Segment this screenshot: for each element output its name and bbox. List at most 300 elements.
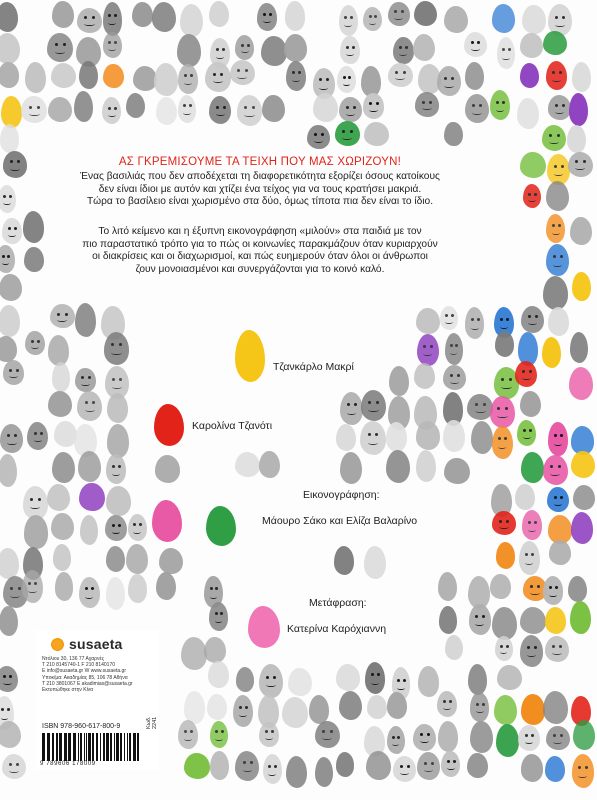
face-eye bbox=[560, 255, 563, 258]
fingerprint-face bbox=[444, 6, 468, 33]
fingerprint-face bbox=[0, 548, 19, 579]
fingerprint-face bbox=[469, 604, 491, 634]
fingerprint-face bbox=[236, 667, 254, 691]
publisher-address bbox=[42, 656, 152, 693]
face-eye bbox=[500, 645, 503, 648]
fingerprint-face bbox=[126, 544, 148, 574]
barcode-bar bbox=[116, 733, 119, 761]
face-eye bbox=[2, 255, 5, 258]
face-eye bbox=[455, 344, 458, 347]
fingerprint-face bbox=[438, 572, 458, 602]
fingerprint-face bbox=[210, 751, 229, 780]
fingerprint-face bbox=[177, 34, 201, 67]
face-mouth bbox=[472, 111, 482, 115]
face-mouth bbox=[523, 435, 531, 439]
face-mouth bbox=[450, 380, 459, 384]
face-eye bbox=[268, 765, 271, 768]
face-mouth bbox=[28, 589, 36, 593]
face-mouth bbox=[216, 112, 225, 116]
fingerprint-face bbox=[52, 452, 75, 484]
fingerprint-face bbox=[53, 544, 72, 571]
face-eye bbox=[3, 675, 6, 678]
face-mouth bbox=[552, 651, 562, 655]
face-mouth bbox=[314, 139, 323, 143]
fingerprint-face bbox=[546, 61, 567, 90]
fingerprint-face bbox=[47, 33, 73, 62]
face-eye bbox=[376, 102, 379, 105]
fingerprint-face bbox=[282, 697, 308, 728]
barcode-bar bbox=[127, 733, 128, 761]
face-eye bbox=[220, 73, 223, 76]
face-mouth bbox=[55, 50, 65, 54]
face-mouth bbox=[292, 78, 300, 82]
face-eye bbox=[319, 78, 322, 81]
face-mouth bbox=[244, 113, 254, 117]
face-eye bbox=[420, 733, 423, 736]
fingerprint-face bbox=[468, 664, 487, 695]
face-mouth bbox=[522, 376, 531, 380]
face-eye bbox=[502, 101, 505, 104]
face-mouth bbox=[553, 263, 562, 267]
fingerprint-face bbox=[518, 725, 540, 751]
face-mouth bbox=[497, 414, 507, 418]
barcode-bar bbox=[100, 733, 101, 761]
face-eye bbox=[266, 676, 269, 679]
face-eye bbox=[321, 133, 324, 136]
fingerprint-face bbox=[389, 366, 409, 396]
face-eye bbox=[222, 48, 225, 51]
face-mouth bbox=[1, 716, 8, 720]
fingerprint-face bbox=[570, 217, 592, 245]
face-eye bbox=[429, 101, 432, 104]
fingerprint-face bbox=[209, 602, 228, 630]
face-mouth bbox=[84, 22, 94, 26]
fingerprint-face bbox=[492, 426, 513, 459]
fingerprint-face bbox=[393, 756, 416, 782]
face-eye bbox=[216, 48, 219, 51]
face-eye bbox=[3, 195, 6, 198]
face-eye bbox=[529, 370, 532, 373]
fingerprint-face bbox=[386, 422, 407, 452]
fingerprint-face bbox=[209, 96, 231, 124]
blurb-line: οι διακρίσεις και οι διαχωρισμοί, και πώς ευημερούν όταν όλοι οι άνθρωποι bbox=[92, 251, 428, 263]
face-eye bbox=[344, 16, 347, 19]
face-eye bbox=[7, 434, 10, 437]
illustrators-names: Μάουρο Σάκο και Ελίζα Βαλαρίνο bbox=[262, 515, 418, 527]
face-eye bbox=[14, 227, 17, 230]
fingerprint-face bbox=[25, 62, 46, 93]
fingerprint-face bbox=[309, 695, 330, 724]
face-eye bbox=[501, 378, 504, 381]
fingerprint-face bbox=[543, 276, 568, 309]
fingerprint-face bbox=[443, 365, 466, 390]
face-mouth bbox=[368, 441, 378, 445]
face-mouth bbox=[184, 737, 192, 741]
face-mouth bbox=[399, 52, 407, 56]
face-eye bbox=[108, 107, 111, 110]
face-mouth bbox=[30, 505, 40, 509]
fingerprint-face bbox=[492, 511, 517, 535]
face-eye bbox=[353, 106, 356, 109]
face-eye bbox=[392, 736, 395, 739]
face-mouth bbox=[549, 593, 557, 597]
face-eye bbox=[269, 13, 272, 16]
fingerprint-face bbox=[571, 451, 595, 479]
fingerprint-face bbox=[437, 66, 460, 96]
fingerprint-face bbox=[363, 7, 382, 31]
face-mouth bbox=[210, 595, 217, 599]
face-mouth bbox=[85, 408, 95, 412]
blurb-line: Τώρα το βασίλειο είναι χωρισμένο στα δύο, όμως τίποτα πια δεν είναι το ίδιο. bbox=[86, 196, 434, 208]
fingerprint-face bbox=[106, 577, 126, 610]
fingerprint-face bbox=[393, 37, 414, 64]
fingerprint-face bbox=[315, 757, 333, 787]
face-eye bbox=[322, 730, 325, 733]
face-eye bbox=[184, 74, 187, 77]
face-eye bbox=[562, 104, 565, 107]
face-eye bbox=[213, 73, 216, 76]
face-eye bbox=[395, 71, 398, 74]
face-eye bbox=[451, 77, 454, 80]
face-mouth bbox=[322, 736, 332, 740]
face-eye bbox=[477, 41, 480, 44]
fingerprint-face bbox=[77, 391, 102, 421]
fingerprint-face bbox=[467, 753, 487, 778]
face-mouth bbox=[81, 382, 89, 386]
face-eye bbox=[16, 763, 19, 766]
face-eye bbox=[430, 345, 433, 348]
barcode-bar bbox=[59, 733, 62, 761]
face-eye bbox=[92, 401, 95, 404]
fingerprint-face bbox=[388, 63, 414, 87]
face-eye bbox=[400, 765, 403, 768]
address-line: T 210 3801067 E akadimias@susaeta.gr bbox=[42, 680, 133, 687]
fingerprint-face bbox=[257, 3, 278, 31]
fingerprint-face bbox=[230, 60, 255, 85]
fingerprint-face bbox=[107, 424, 129, 457]
face-eye bbox=[528, 193, 531, 196]
face-mouth bbox=[447, 766, 454, 770]
barcode-bar bbox=[73, 733, 76, 761]
face-eye bbox=[555, 586, 558, 589]
face-mouth bbox=[9, 374, 18, 378]
fingerprint-face bbox=[285, 1, 306, 31]
fingerprint-face bbox=[52, 1, 74, 27]
barcode-bar bbox=[137, 733, 139, 761]
face-mouth bbox=[216, 55, 224, 59]
fingerprint-face bbox=[51, 513, 73, 540]
face-eye bbox=[427, 733, 430, 736]
face-eye bbox=[114, 41, 117, 44]
fingerprint-face bbox=[0, 33, 20, 64]
fingerprint-face bbox=[545, 607, 566, 634]
address-line: T 210 8145740-1 F 210 8140170 bbox=[42, 662, 116, 669]
face-eye bbox=[558, 465, 561, 468]
fingerprint-face bbox=[548, 422, 567, 455]
fingerprint-face bbox=[233, 695, 253, 727]
face-eye bbox=[37, 106, 40, 109]
face-eye bbox=[40, 432, 43, 435]
face-mouth bbox=[500, 650, 507, 654]
face-eye bbox=[472, 104, 475, 107]
fingerprint-face bbox=[573, 720, 594, 750]
face-eye bbox=[444, 77, 447, 80]
barcode-bar bbox=[96, 733, 98, 761]
fingerprint-face bbox=[444, 458, 470, 484]
fingerprint-face bbox=[336, 424, 356, 451]
face-eye bbox=[237, 69, 240, 72]
fingerprint-face bbox=[0, 245, 15, 272]
fingerprint-face bbox=[80, 515, 98, 545]
face-eye bbox=[37, 340, 40, 343]
fingerprint-face bbox=[415, 92, 439, 116]
face-eye bbox=[537, 585, 540, 588]
fingerprint-face bbox=[47, 484, 70, 511]
fingerprint-face bbox=[515, 361, 537, 387]
face-eye bbox=[368, 433, 371, 436]
fingerprint-face bbox=[464, 32, 487, 57]
blurb-line: Ένας βασιλιάς που δεν αποδέχεται τη διαφορετικότητα εξορίζει όσους κατοίκους bbox=[80, 171, 440, 182]
fingerprint-face bbox=[152, 2, 176, 33]
fingerprint-face bbox=[0, 454, 17, 487]
fingerprint-face bbox=[22, 570, 43, 603]
fingerprint-face bbox=[490, 574, 511, 598]
face-eye bbox=[263, 13, 266, 16]
face-eye bbox=[38, 498, 41, 501]
fingerprint-face bbox=[568, 152, 593, 177]
face-eye bbox=[477, 318, 480, 321]
face-mouth bbox=[397, 686, 405, 690]
fingerprint-face bbox=[444, 122, 462, 146]
face-eye bbox=[450, 374, 453, 377]
address-line: Ντόλιου 30, 136 77 Αχαρνές bbox=[42, 656, 105, 662]
fingerprint-face bbox=[184, 691, 205, 723]
fingerprint-face bbox=[2, 218, 22, 245]
face-mouth bbox=[133, 530, 141, 534]
fingerprint-face bbox=[180, 4, 203, 38]
fingerprint-face bbox=[520, 152, 546, 178]
face-eye bbox=[525, 553, 528, 556]
fingerprint-face bbox=[307, 125, 330, 150]
fingerprint-face bbox=[235, 452, 260, 477]
fingerprint-face bbox=[204, 637, 225, 663]
face-mouth bbox=[347, 411, 356, 415]
fingerprint-face bbox=[75, 368, 95, 392]
face-eye bbox=[221, 730, 224, 733]
fingerprint-face bbox=[545, 636, 569, 662]
fingerprint-face bbox=[208, 661, 228, 688]
fingerprint-face bbox=[55, 572, 74, 600]
face-mouth bbox=[476, 709, 484, 713]
fingerprint-face bbox=[48, 391, 72, 417]
face-mouth bbox=[85, 595, 93, 599]
barcode-bar bbox=[47, 733, 50, 761]
face-eye bbox=[529, 429, 532, 432]
face-eye bbox=[247, 44, 250, 47]
face-eye bbox=[118, 524, 121, 527]
face-eye bbox=[108, 14, 111, 17]
fingerprint-face bbox=[521, 754, 544, 782]
barcode-bar bbox=[80, 733, 82, 761]
fingerprint-face bbox=[340, 452, 362, 484]
fingerprint-face bbox=[546, 244, 570, 276]
face-eye bbox=[535, 315, 538, 318]
face-mouth bbox=[450, 351, 457, 355]
fingerprint-face bbox=[416, 308, 440, 334]
face-mouth bbox=[31, 345, 39, 349]
face-mouth bbox=[266, 683, 276, 687]
face-mouth bbox=[575, 166, 585, 170]
blurb-paragraph-1 bbox=[60, 171, 460, 209]
face-eye bbox=[531, 553, 534, 556]
face-eye bbox=[534, 521, 537, 524]
face-eye bbox=[557, 134, 560, 137]
fingerprint-face bbox=[387, 726, 405, 754]
face-eye bbox=[244, 106, 247, 109]
face-eye bbox=[560, 434, 563, 437]
face-mouth bbox=[578, 774, 587, 778]
fingerprint-face bbox=[549, 540, 572, 565]
fingerprint-face bbox=[494, 695, 517, 725]
fingerprint-face bbox=[543, 455, 568, 486]
fingerprint-face bbox=[497, 665, 522, 691]
fingerprint-face bbox=[103, 64, 124, 88]
face-mouth bbox=[268, 772, 276, 776]
face-eye bbox=[374, 15, 377, 18]
fingerprint-face bbox=[441, 751, 460, 777]
face-mouth bbox=[528, 528, 536, 532]
fingerprint-face bbox=[159, 548, 183, 575]
face-mouth bbox=[444, 84, 453, 88]
fingerprint-face bbox=[181, 637, 207, 670]
face-mouth bbox=[3, 201, 10, 205]
headline: ΑΣ ΓΚΡΕΜΙΣΟΥΜΕ ΤΑ ΤΕΙΧΗ ΠΟΥ ΜΑΣ ΧΩΡΙΖΟΥΝ! bbox=[118, 156, 402, 168]
face-mouth bbox=[423, 352, 432, 356]
fingerprint-face bbox=[178, 95, 197, 123]
fingerprint-face bbox=[284, 34, 307, 61]
face-eye bbox=[403, 679, 406, 682]
fingerprint-face bbox=[24, 247, 43, 272]
face-eye bbox=[457, 374, 460, 377]
face-mouth bbox=[108, 113, 116, 117]
face-mouth bbox=[471, 47, 480, 51]
face-eye bbox=[554, 165, 557, 168]
fingerprint-face bbox=[0, 2, 18, 32]
fingerprint-face bbox=[48, 97, 72, 122]
fingerprint-face bbox=[205, 62, 231, 92]
face-eye bbox=[560, 734, 563, 737]
face-eye bbox=[245, 69, 248, 72]
fingerprint-face bbox=[340, 392, 363, 426]
face-eye bbox=[343, 76, 346, 79]
fingerprint-face bbox=[262, 95, 285, 122]
fingerprint-face bbox=[465, 307, 485, 339]
fingerprint-face bbox=[237, 95, 262, 125]
face-eye bbox=[453, 760, 456, 763]
face-mouth bbox=[215, 737, 222, 741]
fingerprint-face bbox=[364, 122, 389, 146]
face-mouth bbox=[346, 52, 354, 56]
face-mouth bbox=[400, 771, 409, 775]
fingerprint-face bbox=[155, 455, 180, 483]
blurb-line: πιο παραστατικό τρόπο για το πώς οι κοινωνίες παρακμάζουν όταν κυριαρχούν bbox=[82, 238, 438, 250]
face-mouth bbox=[527, 653, 536, 657]
fingerprint-face bbox=[360, 421, 386, 455]
face-eye bbox=[330, 730, 333, 733]
face-mouth bbox=[369, 108, 378, 112]
face-eye bbox=[250, 761, 253, 764]
fingerprint-face bbox=[334, 546, 354, 575]
face-mouth bbox=[528, 321, 537, 325]
face-eye bbox=[504, 437, 507, 440]
face-eye bbox=[553, 734, 556, 737]
face-eye bbox=[57, 313, 60, 316]
fingerprint-face bbox=[543, 31, 567, 55]
barcode-bar bbox=[78, 733, 79, 761]
fingerprint-face bbox=[546, 214, 565, 243]
barcode-bar bbox=[110, 733, 112, 761]
face-eye bbox=[243, 761, 246, 764]
fingerprint-face bbox=[515, 484, 534, 510]
face-eye bbox=[91, 587, 94, 590]
fingerprint-face bbox=[386, 450, 410, 483]
face-eye bbox=[7, 708, 10, 711]
face-eye bbox=[16, 369, 19, 372]
face-eye bbox=[112, 524, 115, 527]
face-eye bbox=[506, 318, 509, 321]
face-mouth bbox=[57, 318, 67, 322]
face-eye bbox=[28, 582, 31, 585]
face-mouth bbox=[343, 82, 351, 86]
fingerprint-face bbox=[570, 601, 591, 634]
face-eye bbox=[534, 193, 537, 196]
fingerprint-face bbox=[337, 66, 356, 93]
fingerprint-face bbox=[156, 97, 177, 125]
face-eye bbox=[215, 730, 218, 733]
fingerprint-face bbox=[571, 512, 593, 543]
fingerprint-face bbox=[520, 391, 541, 417]
face-mouth bbox=[215, 619, 222, 623]
fingerprint-face bbox=[210, 721, 229, 749]
face-eye bbox=[29, 106, 32, 109]
fingerprint-face bbox=[546, 181, 569, 211]
face-mouth bbox=[2, 261, 9, 265]
fingerprint-face bbox=[51, 63, 76, 88]
fingerprint-face bbox=[178, 720, 198, 749]
face-eye bbox=[522, 370, 525, 373]
fingerprint-face bbox=[178, 64, 199, 94]
barcode-bar bbox=[42, 733, 45, 761]
face-eye bbox=[559, 645, 562, 648]
fingerprint-face bbox=[366, 751, 391, 780]
fingerprint-face bbox=[105, 515, 127, 541]
barcode-bar bbox=[92, 733, 94, 761]
blurb-line: δεν είναι ίδιοι με αυτόν και χτίζει ένα τείχος για να τους κρατήσει μακριά. bbox=[98, 183, 422, 195]
face-eye bbox=[376, 401, 379, 404]
face-eye bbox=[450, 344, 453, 347]
face-eye bbox=[9, 675, 12, 678]
fingerprint-face bbox=[126, 93, 145, 118]
face-eye bbox=[471, 41, 474, 44]
fingerprint-face bbox=[445, 635, 463, 661]
face-mouth bbox=[346, 112, 355, 116]
face-eye bbox=[350, 16, 353, 19]
face-eye bbox=[399, 46, 402, 49]
face-eye bbox=[403, 71, 406, 74]
face-mouth bbox=[394, 16, 403, 20]
face-eye bbox=[502, 48, 505, 51]
face-mouth bbox=[9, 769, 19, 773]
